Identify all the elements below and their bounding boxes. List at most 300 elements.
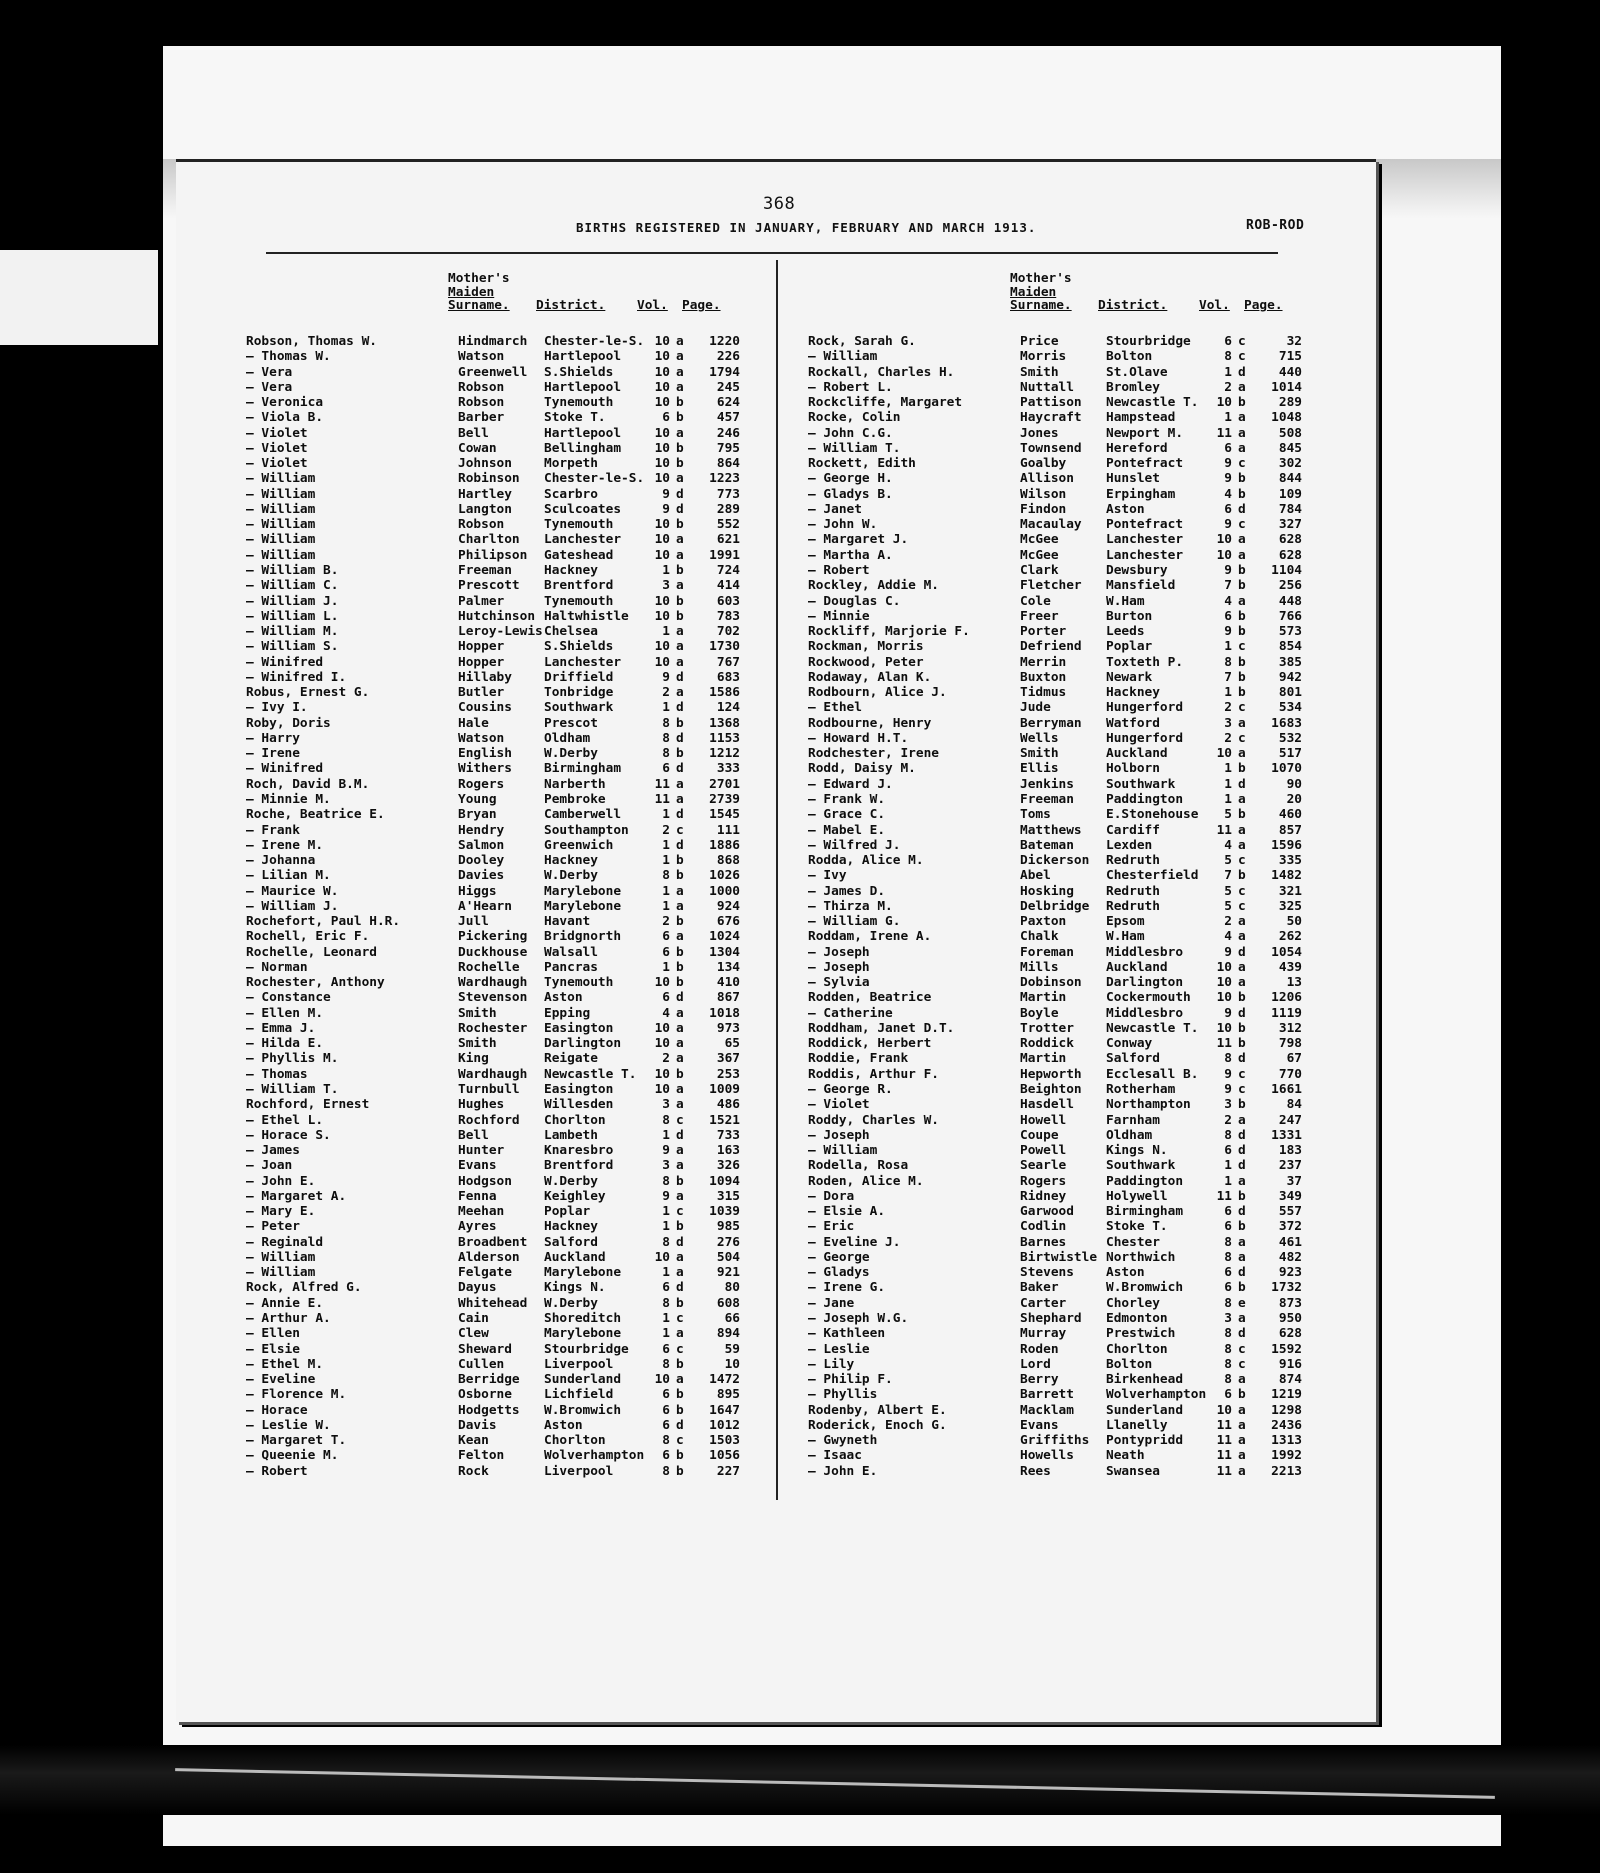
entry-volume: 10 — [654, 1372, 670, 1388]
register-entry — [246, 884, 766, 899]
entry-volume-letter: a — [676, 578, 684, 594]
register-entry — [808, 1357, 1328, 1372]
entry-page: 2436 — [1271, 1417, 1302, 1433]
entry-district: Northwich — [1106, 1249, 1176, 1265]
entry-maiden-surname: Powell — [1020, 1143, 1067, 1159]
entry-name: — Frank — [246, 822, 300, 838]
entry-district: Lanchester — [544, 532, 622, 548]
entry-volume-letter: e — [1238, 1295, 1246, 1311]
entry-district: Oldham — [1106, 1127, 1153, 1143]
entry-page: 1313 — [1271, 1433, 1302, 1449]
entry-district: Hackney — [1106, 685, 1160, 701]
entry-name: Robson, Thomas W. — [246, 334, 377, 349]
page-header: Page. — [1244, 298, 1283, 313]
entry-maiden-surname: Macklam — [1020, 1402, 1074, 1418]
scan-border — [0, 1745, 1600, 1815]
entry-volume: 6 — [1224, 1265, 1232, 1281]
entry-volume-letter: b — [1238, 578, 1246, 594]
entry-volume: 1 — [662, 1311, 670, 1326]
entry-maiden-surname: Nuttall — [1020, 379, 1074, 395]
entry-volume: 2 — [1224, 914, 1232, 930]
entry-volume: 6 — [1224, 1204, 1232, 1220]
entry-district: Chester-le-S. — [544, 334, 645, 349]
register-entry — [246, 1158, 766, 1173]
entry-district: Auckland — [1106, 959, 1168, 975]
entry-name: — Edward J. — [808, 776, 893, 792]
entry-maiden-surname: Robson — [458, 395, 505, 411]
register-entry — [808, 700, 1328, 715]
register-entry — [808, 380, 1328, 395]
entry-page: 784 — [1278, 501, 1302, 517]
entry-maiden-surname: Hunter — [458, 1143, 505, 1159]
entry-page: 1992 — [1271, 1448, 1302, 1464]
entry-volume-letter: c — [1238, 1066, 1246, 1082]
entry-volume-letter: a — [676, 929, 684, 945]
register-entry — [808, 807, 1328, 822]
right-column — [808, 272, 1328, 1479]
entry-page: 349 — [1278, 1188, 1302, 1204]
entry-name: — Vera — [246, 364, 293, 380]
entry-district: Rotherham — [1106, 1082, 1176, 1098]
entry-district: Ecclesall B. — [1106, 1066, 1199, 1082]
register-entry — [808, 548, 1328, 563]
entry-district: Tynemouth — [544, 395, 614, 411]
entry-volume-letter: a — [676, 1158, 684, 1174]
entry-volume-letter: a — [1238, 1417, 1246, 1433]
entry-volume-letter: b — [676, 608, 684, 624]
entry-name: Rockliff, Marjorie F. — [808, 624, 970, 640]
register-entry — [246, 914, 766, 929]
register-entry — [808, 1006, 1328, 1021]
entry-maiden-surname: Watson — [458, 730, 505, 746]
entry-maiden-surname: Boyle — [1020, 1005, 1059, 1021]
entry-page: 1368 — [709, 715, 740, 731]
entry-name: — Emma J. — [246, 1020, 316, 1036]
entry-name: Rochefort, Paul H.R. — [246, 914, 401, 930]
entry-page: 315 — [716, 1188, 740, 1204]
entry-district: Aston — [544, 990, 583, 1006]
entry-maiden-surname: Hepworth — [1020, 1066, 1082, 1082]
entry-district: Swansea — [1106, 1463, 1160, 1479]
entry-volume: 10 — [1216, 746, 1232, 762]
entry-name: — Kathleen — [808, 1326, 886, 1342]
entry-name: Rodda, Alice M. — [808, 853, 924, 869]
header-line: Maiden — [1010, 284, 1057, 300]
entry-name: — Hilda E. — [246, 1036, 324, 1052]
entry-district: Stoke T. — [544, 410, 606, 426]
entry-page: 246 — [716, 425, 740, 441]
register-entry — [246, 1128, 766, 1143]
entry-maiden-surname: Smith — [1020, 746, 1059, 762]
entry-page: 864 — [716, 456, 740, 472]
entry-page: 1000 — [709, 883, 740, 899]
entry-page: 134 — [716, 959, 740, 975]
entry-maiden-surname: Felgate — [458, 1265, 512, 1281]
entry-volume: 10 — [654, 395, 670, 411]
register-entry — [246, 792, 766, 807]
entry-name: Rochford, Ernest — [246, 1097, 370, 1113]
entry-page: 985 — [716, 1219, 740, 1235]
entry-volume-letter: a — [676, 639, 684, 655]
entry-page: 773 — [716, 486, 740, 502]
entry-district: Newcastle T. — [1106, 395, 1199, 411]
entry-name: — Ethel M. — [246, 1356, 324, 1372]
entry-volume-letter: b — [676, 395, 684, 411]
entry-maiden-surname: Roden — [1020, 1341, 1059, 1357]
entry-name: — Phyllis — [808, 1387, 878, 1403]
entry-maiden-surname: Abel — [1020, 868, 1051, 884]
entry-volume: 9 — [1224, 562, 1232, 578]
entry-district: Prestwich — [1106, 1326, 1176, 1342]
entry-maiden-surname: Macaulay — [1020, 517, 1082, 533]
entry-volume-letter: b — [1238, 562, 1246, 578]
entry-name: Rodden, Beatrice — [808, 990, 932, 1006]
entry-volume-letter: b — [676, 1066, 684, 1082]
entry-maiden-surname: Toms — [1020, 807, 1051, 823]
entry-volume: 7 — [1224, 578, 1232, 594]
entry-volume: 1 — [662, 562, 670, 578]
register-entry — [808, 441, 1328, 456]
entry-name: — Gwyneth — [808, 1433, 878, 1449]
entry-maiden-surname: Berridge — [458, 1372, 520, 1388]
entry-name: — Irene G. — [808, 1280, 886, 1296]
register-entry — [808, 410, 1328, 425]
entry-district: Lanchester — [1106, 547, 1184, 563]
entry-page: 1104 — [1271, 562, 1302, 578]
entry-district: Leeds — [1106, 624, 1145, 640]
entry-volume: 8 — [662, 1463, 670, 1479]
entry-name: — William S. — [246, 639, 339, 655]
entry-volume: 6 — [662, 1448, 670, 1464]
entry-page: 770 — [1278, 1066, 1302, 1082]
entry-name: — Joseph — [808, 1127, 870, 1143]
entry-volume-letter: a — [676, 1372, 684, 1388]
entry-name: — Wilfred J. — [808, 837, 901, 853]
entry-maiden-surname: Bell — [458, 1127, 489, 1143]
entry-volume: 11 — [654, 776, 670, 792]
entry-volume: 8 — [662, 1173, 670, 1189]
entry-district: Edmonton — [1106, 1311, 1168, 1326]
entry-volume: 10 — [1216, 975, 1232, 991]
entry-volume-letter: d — [1238, 776, 1246, 792]
entry-page: 262 — [1278, 929, 1302, 945]
entry-name: — Sylvia — [808, 975, 870, 991]
entry-maiden-surname: Hosking — [1020, 883, 1074, 899]
register-entry — [246, 655, 766, 670]
entry-district: Redruth — [1106, 883, 1160, 899]
entry-volume: 1 — [1224, 685, 1232, 701]
entry-page: 289 — [1278, 395, 1302, 411]
register-entry — [246, 410, 766, 425]
entry-name: — Annie E. — [246, 1295, 324, 1311]
entry-volume-letter: d — [1238, 944, 1246, 960]
entry-maiden-surname: Wells — [1020, 730, 1059, 746]
entry-volume-letter: d — [676, 837, 684, 853]
entry-district: Driffield — [544, 669, 614, 685]
entry-maiden-surname: Turnbull — [458, 1082, 520, 1098]
register-entry — [808, 578, 1328, 593]
entry-page: 227 — [716, 1463, 740, 1479]
register-entry — [246, 868, 766, 883]
entry-volume-letter: d — [676, 1234, 684, 1250]
entry-volume-letter: b — [1238, 654, 1246, 670]
register-entry — [246, 1448, 766, 1463]
entry-volume: 11 — [1216, 1463, 1232, 1479]
entry-volume: 2 — [1224, 1112, 1232, 1128]
entry-name: Robus, Ernest G. — [246, 685, 370, 701]
entry-maiden-surname: Stevens — [1020, 1265, 1074, 1281]
entry-district: Sunderland — [544, 1372, 622, 1388]
scanned-sheet — [163, 46, 1501, 1846]
register-entry — [246, 1174, 766, 1189]
entry-district: Wolverhampton — [544, 1448, 645, 1464]
entry-page: 1009 — [709, 1082, 740, 1098]
entry-page: 1647 — [709, 1402, 740, 1418]
entry-district: W.Ham — [1106, 593, 1145, 609]
entry-name: — Gladys B. — [808, 486, 893, 502]
entry-name: — Mary E. — [246, 1204, 316, 1220]
entry-page: 439 — [1278, 959, 1302, 975]
entry-maiden-surname: Garwood — [1020, 1204, 1074, 1220]
entry-maiden-surname: Codlin — [1020, 1219, 1067, 1235]
entry-volume: 9 — [662, 1188, 670, 1204]
entry-name: — Queenie M. — [246, 1448, 339, 1464]
entry-district: Epping — [544, 1005, 591, 1021]
entry-list — [808, 334, 1328, 1479]
entry-maiden-surname: Dobinson — [1020, 975, 1082, 991]
entry-volume-letter: a — [1238, 379, 1246, 395]
entry-page: 256 — [1278, 578, 1302, 594]
register-entry — [246, 929, 766, 944]
entry-page: 1661 — [1271, 1082, 1302, 1098]
entry-page: 1298 — [1271, 1402, 1302, 1418]
entry-district: Brentford — [544, 578, 614, 594]
entry-district: Hackney — [544, 1219, 598, 1235]
entry-volume: 3 — [1224, 1097, 1232, 1113]
entry-volume-letter: b — [676, 746, 684, 762]
register-entry — [246, 761, 766, 776]
entry-maiden-surname: Robson — [458, 517, 505, 533]
entry-name: Roddie, Frank — [808, 1051, 909, 1067]
entry-volume-letter: a — [1238, 975, 1246, 991]
register-entry — [246, 578, 766, 593]
register-entry — [808, 1021, 1328, 1036]
entry-volume-letter: c — [1238, 898, 1246, 914]
entry-name: Roden, Alice M. — [808, 1173, 924, 1189]
entry-page: 335 — [1278, 853, 1302, 869]
entry-name: Roddam, Irene A. — [808, 929, 932, 945]
register-entry — [246, 899, 766, 914]
page-number: 368 — [763, 194, 796, 214]
entry-name: — Leslie W. — [246, 1417, 331, 1433]
register-entry — [246, 380, 766, 395]
entry-maiden-surname: Dayus — [458, 1280, 497, 1296]
entry-district: Auckland — [544, 1249, 606, 1265]
entry-volume: 5 — [1224, 898, 1232, 914]
entry-volume-letter: a — [676, 532, 684, 548]
entry-name: — William M. — [246, 624, 339, 640]
entry-volume: 6 — [662, 990, 670, 1006]
register-entry — [246, 1342, 766, 1357]
entry-maiden-surname: Pattison — [1020, 395, 1082, 411]
entry-page: 367 — [716, 1051, 740, 1067]
entry-volume: 8 — [1224, 1356, 1232, 1372]
entry-district: Stourbridge — [544, 1341, 629, 1357]
entry-maiden-surname: Howells — [1020, 1448, 1074, 1464]
entry-page: 276 — [716, 1234, 740, 1250]
entry-district: Bromley — [1106, 379, 1160, 395]
entry-volume-letter: a — [676, 1020, 684, 1036]
entry-page: 1683 — [1271, 715, 1302, 731]
entry-name: — Janet — [808, 501, 862, 517]
entry-volume: 11 — [1216, 1036, 1232, 1052]
entry-name: — Eveline — [246, 1372, 316, 1388]
entry-page: 845 — [1278, 440, 1302, 456]
entry-volume: 8 — [1224, 1372, 1232, 1388]
register-entry — [246, 1143, 766, 1158]
entry-volume: 10 — [654, 547, 670, 563]
entry-volume-letter: b — [1238, 1219, 1246, 1235]
entry-page: 924 — [716, 898, 740, 914]
entry-volume-letter: a — [676, 349, 684, 365]
entry-page: 163 — [716, 1143, 740, 1159]
entry-name: Rodella, Rosa — [808, 1158, 909, 1174]
entry-district: Cockermouth — [1106, 990, 1191, 1006]
register-entry — [246, 1006, 766, 1021]
entry-page: 1521 — [709, 1112, 740, 1128]
entry-maiden-surname: Morris — [1020, 349, 1067, 365]
entry-volume-letter: d — [676, 669, 684, 685]
entry-volume-letter: b — [1238, 624, 1246, 640]
entry-volume-letter: a — [1238, 746, 1246, 762]
entry-name: — Joan — [246, 1158, 293, 1174]
entry-volume: 8 — [662, 868, 670, 884]
entry-page: 676 — [716, 914, 740, 930]
entry-volume: 10 — [654, 654, 670, 670]
entry-name: — Winifred I. — [246, 669, 347, 685]
entry-name: — Gladys — [808, 1265, 870, 1281]
register-entry — [246, 700, 766, 715]
entry-maiden-surname: Rochford — [458, 1112, 520, 1128]
entry-volume: 5 — [1224, 853, 1232, 869]
entry-district: Northampton — [1106, 1097, 1191, 1113]
entry-page: 1219 — [1271, 1387, 1302, 1403]
entry-district: Keighley — [544, 1188, 606, 1204]
entry-maiden-surname: Barrett — [1020, 1387, 1074, 1403]
entry-volume: 4 — [662, 1005, 670, 1021]
register-entry — [808, 899, 1328, 914]
register-entry — [246, 594, 766, 609]
entry-maiden-surname: Fletcher — [1020, 578, 1082, 594]
entry-volume-letter: c — [1238, 883, 1246, 899]
entry-volume: 6 — [1224, 1387, 1232, 1403]
register-entry — [246, 426, 766, 441]
entry-volume-letter: d — [1238, 364, 1246, 380]
entry-volume-letter: a — [676, 425, 684, 441]
register-entry — [808, 349, 1328, 364]
entry-volume: 11 — [1216, 1188, 1232, 1204]
entry-maiden-surname: Mills — [1020, 959, 1059, 975]
entry-maiden-surname: Tidmus — [1020, 685, 1067, 701]
entry-volume: 10 — [654, 517, 670, 533]
entry-page: 90 — [1286, 776, 1302, 792]
entry-page: 923 — [1278, 1265, 1302, 1281]
entry-volume: 7 — [1224, 669, 1232, 685]
entry-volume-letter: a — [1238, 1234, 1246, 1250]
register-entry — [808, 929, 1328, 944]
entry-volume: 9 — [662, 1143, 670, 1159]
register-entry — [246, 532, 766, 547]
register-entry — [808, 1311, 1328, 1326]
entry-name: — Phyllis M. — [246, 1051, 339, 1067]
entry-name: — George — [808, 1249, 870, 1265]
entry-district: W.Bromwich — [544, 1402, 622, 1418]
entry-volume: 1 — [1224, 1173, 1232, 1189]
entry-volume-letter: c — [1238, 349, 1246, 365]
entry-page: 1503 — [709, 1433, 740, 1449]
entry-maiden-surname: Osborne — [458, 1387, 512, 1403]
entry-page: 608 — [716, 1295, 740, 1311]
entry-volume: 8 — [662, 730, 670, 746]
entry-page: 1586 — [709, 685, 740, 701]
entry-volume: 8 — [1224, 1127, 1232, 1143]
register-entry — [808, 609, 1328, 624]
entry-volume: 2 — [662, 822, 670, 838]
entry-maiden-surname: English — [458, 746, 512, 762]
entry-district: Holywell — [1106, 1188, 1168, 1204]
entry-maiden-surname: Rogers — [1020, 1173, 1067, 1189]
entry-page: 10 — [724, 1356, 740, 1372]
entry-page: 457 — [716, 410, 740, 426]
entry-name: — William — [808, 349, 878, 365]
register-entry — [808, 1250, 1328, 1265]
entry-district: Kings N. — [544, 1280, 606, 1296]
entry-maiden-surname: Hillaby — [458, 669, 512, 685]
entry-name: — Vera — [246, 379, 293, 395]
entry-volume: 2 — [662, 1051, 670, 1067]
entry-name: — Robert L. — [808, 379, 893, 395]
entry-district: Neath — [1106, 1448, 1145, 1464]
entry-district: S.Shields — [544, 364, 614, 380]
register-entry — [808, 1128, 1328, 1143]
district-header: District. — [1098, 298, 1168, 313]
entry-maiden-surname: Ridney — [1020, 1188, 1067, 1204]
register-entry — [246, 609, 766, 624]
register-entry — [246, 823, 766, 838]
entry-name: — Violet — [246, 440, 308, 456]
entry-maiden-surname: Jenkins — [1020, 776, 1074, 792]
entry-name: — Winifred — [246, 654, 324, 670]
entry-volume: 10 — [1216, 990, 1232, 1006]
register-entry — [808, 1372, 1328, 1387]
entry-page: 854 — [1278, 639, 1302, 655]
entry-volume: 11 — [1216, 425, 1232, 441]
entry-maiden-surname: Rochester — [458, 1020, 528, 1036]
entry-volume: 1 — [1224, 1158, 1232, 1174]
register-entry — [808, 731, 1328, 746]
entry-name: Rodchester, Irene — [808, 746, 939, 762]
entry-page: 302 — [1278, 456, 1302, 472]
entry-maiden-surname: Hutchinson — [458, 608, 536, 624]
entry-volume-letter: b — [1238, 395, 1246, 411]
entry-name: — Veronica — [246, 395, 324, 411]
entry-page: 1991 — [709, 547, 740, 563]
entry-name: Roche, Beatrice E. — [246, 807, 385, 823]
register-entry — [808, 487, 1328, 502]
register-entry — [808, 1296, 1328, 1311]
entry-volume-letter: a — [1238, 929, 1246, 945]
entry-page: 942 — [1278, 669, 1302, 685]
